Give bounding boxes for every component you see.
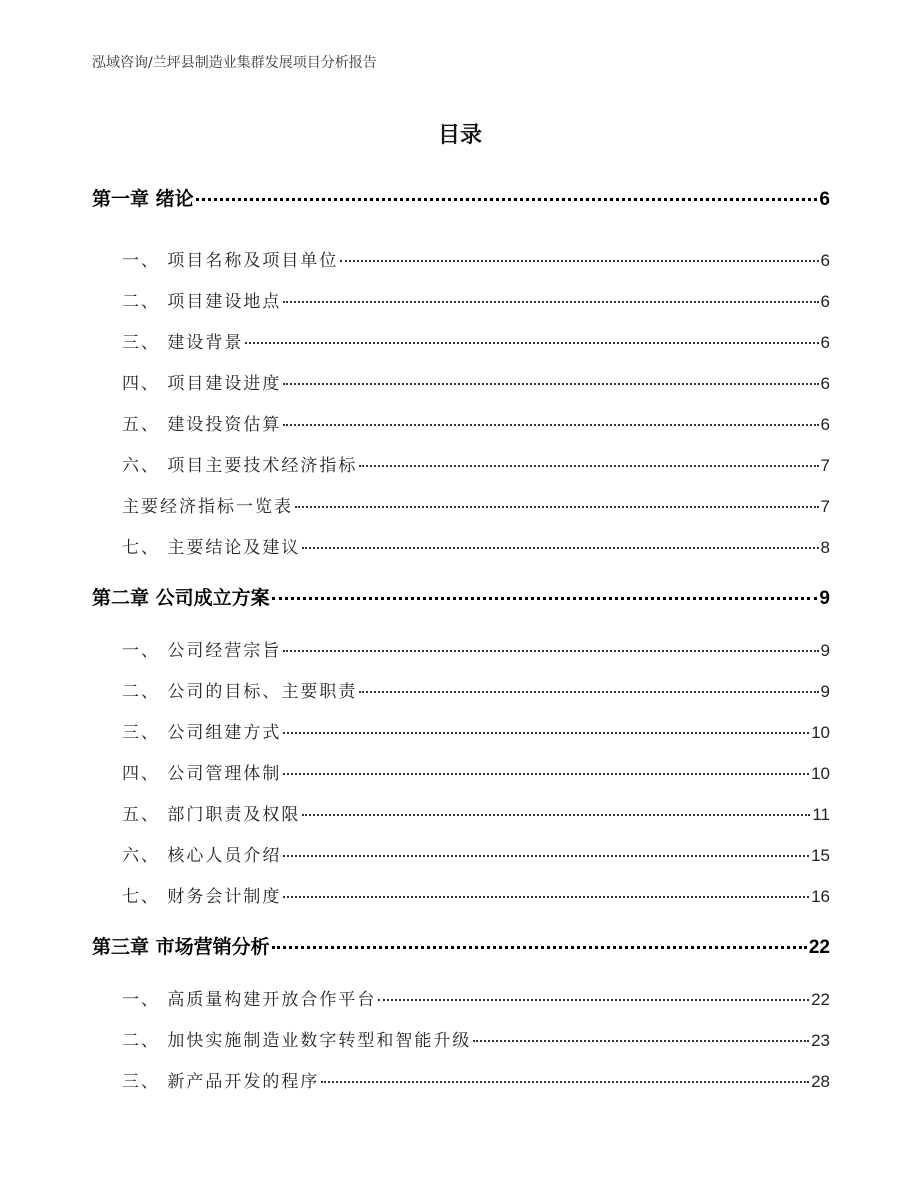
toc-entry-label: 三、 建设背景: [122, 333, 244, 353]
toc-page-number: 23: [811, 1031, 830, 1050]
toc-entry-label: 主要经济指标一览表: [122, 497, 293, 517]
toc-leader-dots: [378, 999, 809, 1001]
toc-entry-label: 四、 项目建设进度: [122, 374, 282, 394]
toc-page-number: 9: [819, 588, 830, 609]
toc-leader-dots: [283, 383, 818, 385]
toc-page-number: 9: [820, 641, 830, 660]
toc-section[interactable]: [92, 533, 830, 558]
toc-leader-dots: [359, 691, 818, 693]
toc-section[interactable]: [92, 246, 830, 271]
toc-page-number: 6: [819, 189, 830, 210]
toc-section[interactable]: [92, 451, 830, 476]
toc-section[interactable]: [92, 328, 830, 353]
toc-page-number: 6: [820, 292, 830, 311]
toc-entry-label: 二、 公司的目标、主要职责: [122, 682, 358, 702]
toc-section[interactable]: [92, 800, 830, 825]
toc-leader-dots: [473, 1040, 809, 1042]
toc-page-number: 11: [812, 805, 830, 824]
toc-entry-label: 第二章 公司成立方案: [92, 587, 270, 609]
toc-page-number: 10: [811, 723, 830, 742]
toc-page-number: 22: [811, 990, 830, 1009]
toc-section[interactable]: [92, 1067, 830, 1092]
toc-page-number: 22: [808, 937, 830, 958]
toc-page-number: 16: [811, 887, 830, 906]
toc-section[interactable]: [92, 718, 830, 743]
running-header: 泓域咨询/兰坪县制造业集群发展项目分析报告: [92, 55, 377, 71]
toc-page-number: 6: [820, 333, 830, 352]
toc-chapter[interactable]: [92, 184, 830, 211]
toc-entry-label: 三、 公司组建方式: [122, 723, 282, 743]
toc-entry-label: 五、 建设投资估算: [122, 415, 282, 435]
toc-leader-dots: [283, 650, 818, 652]
toc-page-number: 8: [820, 538, 830, 557]
toc-chapter[interactable]: [92, 932, 830, 959]
toc-leader-dots: [359, 465, 818, 467]
toc-leader-dots: [245, 342, 818, 344]
toc-leader-dots: [283, 732, 809, 734]
toc-section[interactable]: [92, 492, 830, 517]
toc-entry-label: 二、 加快实施制造业数字转型和智能升级: [122, 1031, 472, 1051]
toc-section[interactable]: [92, 677, 830, 702]
toc-page-number: 15: [811, 846, 830, 865]
toc-leader-dots: [302, 547, 818, 549]
toc-leader-dots: [295, 506, 819, 508]
toc-chapter[interactable]: [92, 583, 830, 610]
toc-section[interactable]: [92, 759, 830, 784]
toc-leader-dots: [302, 814, 810, 816]
toc-page-number: 6: [820, 374, 830, 393]
toc-section[interactable]: [92, 410, 830, 435]
toc-leader-dots: [283, 855, 809, 857]
toc-page-number: 28: [811, 1072, 830, 1091]
toc-entry-label: 一、 高质量构建开放合作平台: [122, 990, 377, 1010]
toc-leader-dots: [321, 1081, 809, 1083]
toc-leader-dots: [283, 773, 809, 775]
toc-leader-dots: [283, 301, 818, 303]
toc-entry-label: 四、 公司管理体制: [122, 764, 282, 784]
toc-entry-label: 七、 主要结论及建议: [122, 538, 301, 558]
toc-entry-label: 第一章 绪论: [92, 188, 194, 210]
toc-entry-label: 一、 公司经营宗旨: [122, 641, 282, 661]
toc-page-number: 10: [811, 764, 830, 783]
toc-section[interactable]: [92, 287, 830, 312]
toc-entry-label: 七、 财务会计制度: [122, 887, 282, 907]
toc-section[interactable]: [92, 369, 830, 394]
toc-entry-label: 六、 核心人员介绍: [122, 846, 282, 866]
toc-leader-dots: [340, 260, 818, 262]
toc-section[interactable]: [92, 882, 830, 907]
toc-entry-label: 三、 新产品开发的程序: [122, 1072, 320, 1092]
toc-leader-dots: [272, 946, 807, 949]
toc-leader-dots: [272, 597, 818, 600]
toc-section[interactable]: [92, 841, 830, 866]
toc-entry-label: 六、 项目主要技术经济指标: [122, 456, 358, 476]
toc-leader-dots: [283, 424, 818, 426]
toc-page-number: 6: [820, 415, 830, 434]
toc-page-number: 7: [820, 456, 830, 475]
toc-leader-dots: [283, 896, 809, 898]
toc-section[interactable]: [92, 636, 830, 661]
toc-section[interactable]: [92, 1026, 830, 1051]
toc-entry-label: 五、 部门职责及权限: [122, 805, 301, 825]
toc-entry-label: 二、 项目建设地点: [122, 292, 282, 312]
page-title: 目录: [437, 123, 482, 148]
toc-page-number: 7: [820, 497, 830, 516]
toc-page-number: 6: [820, 251, 830, 270]
toc-section[interactable]: [92, 985, 830, 1010]
toc-entry-label: 第三章 市场营销分析: [92, 936, 270, 958]
toc-entry-label: 一、 项目名称及项目单位: [122, 251, 339, 271]
toc-leader-dots: [196, 198, 818, 201]
toc-page-number: 9: [820, 682, 830, 701]
